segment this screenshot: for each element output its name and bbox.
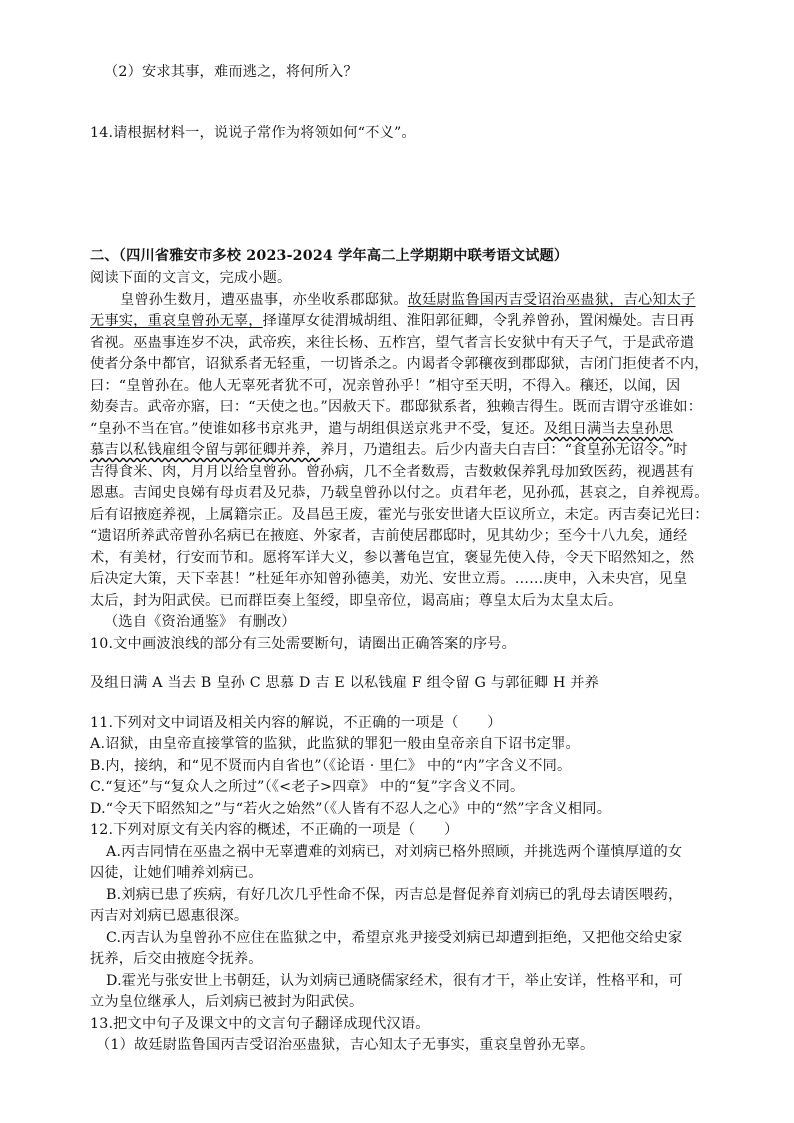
question-12-option-d: D.霍光与张安世上书朝廷，认为刘病已通晓儒家经术，很有才干，举止安详，性格平和，可: [106, 973, 683, 989]
passage-text: 皇曾孙生数月，遭巫蛊事，亦坐收系郡邸狱。: [120, 292, 408, 308]
passage-line: 使者分条中都官，诏狱系者无轻重，一切皆杀之。内谒者令郭穰夜到郡邸狱，吉闭门拒使者不内，: [90, 356, 709, 372]
wavy-underlined-text: 慕吉以私钱雇组令留与郭征卿并养，: [90, 442, 321, 458]
passage-line: 劾奏吉。武帝亦寤，曰：“天使之也。”因赦天下。郡邸狱系者，独赖吉得生。既而吉谓守丞谁如：: [90, 399, 703, 415]
passage-line: 太后，封为阳武侯。已而群臣奏上玺绶，即皇帝位，谒高庙；尊皇太后为太皇太后。: [90, 593, 623, 609]
question-10-options: 及组日满 A 当去 B 皇孙 C 思慕 D 吉 E 以私钱雇 F 组令留 G 与郭征卿 H 并养: [90, 675, 600, 691]
passage-line: “遗诏所养武帝曾孙名病已在掖庭、外家者，吉前使居郡邸时，见其幼少；至今十八九矣，通经: [90, 528, 688, 544]
question-11-option-b: B.内，接纳，和“见不贤而内自省也”（《论语 · 里仁》 中的“内”字含义不同。: [90, 758, 572, 774]
passage-line: 术，有美材，行安而节和。愿将军详大义，参以蓍龟岂宜，褒显先使入侍，令天下昭然知之，然: [90, 550, 695, 566]
question-12-option-d-cont: 立为皇位继承人，后刘病已被封为阳武侯。: [90, 994, 364, 1010]
passage-line: 曰：“皇曾孙在。他人无辜死者犹不可，况亲曾孙乎！”相守至天明，不得入。穰还，以闻，因: [90, 378, 681, 394]
passage-line: 省视。巫蛊事连岁不决，武帝疾，来往长杨、五柞宫，望气者言长安狱中有天子气，于是武帝遣: [90, 335, 695, 351]
passage-line: 恩惠。吉闻史良娣有母贞君及兄恭，乃载皇曾孙以付之。贞君年老，见孙孤，甚哀之，自养视焉。: [90, 485, 709, 501]
passage-line: [90, 311, 694, 331]
passage-line: [90, 440, 688, 460]
passage-line: [90, 419, 673, 439]
question-13-part-2: （2）安求其事，难而逃之，将何所入？: [104, 64, 358, 80]
question-12-option-a: A.丙吉同情在巫蛊之祸中无辜遭难的刘病已，对刘病已格外照顾，并挑选两个谨慎厚道的女: [106, 844, 683, 860]
question-12-option-b: B.刘病已患了疾病，有好几次几乎性命不保，丙吉总是督促养育刘病已的乳母去请医喂药，: [106, 887, 683, 903]
passage-text: 养月，乃遣组去。后少内啬夫白吉曰：“食皇孙无诏令。”时: [320, 442, 688, 458]
question-14: 14.请根据材料一，说说子常作为将领如何“不义”。: [90, 125, 416, 141]
question-11-option-d: D.“令天下昭然知之”与“若火之始然”（《人皆有不忍人之心》中的“然”字含义相同。: [90, 801, 612, 817]
passage-line: 后有诏掖庭养视，上属籍宗正。及昌邑王废，霍光与张安世诸大臣议所立，未定。丙吉奏记光曰：: [90, 507, 709, 523]
question-12-option-c-cont: 抚养，后交由掖庭令抚养。: [90, 951, 263, 967]
question-13-part-1: （1）故廷尉监鲁国丙吉受诏治巫蛊狱，吉心知太子无事实，重哀皇曾孙无辜。: [96, 1037, 595, 1053]
question-12-option-a-cont: 囚徒，让她们哺养刘病已。: [90, 865, 263, 881]
question-11-option-c: C.“复还”与“复众人之所过”（《<老子>四章》 中的“复”字含义不同。: [90, 779, 525, 795]
question-13-stem: 13.把文中句子及课文中的文言句子翻译成现代汉语。: [90, 1016, 430, 1032]
section-heading: 二、（四川省雅安市多校 2023-2024 学年高二上学期期中联考语文试题）: [90, 248, 569, 264]
question-12-option-b-cont: 丙吉对刘病已恩惠很深。: [90, 908, 249, 924]
underlined-sentence: 无事实，重哀皇曾孙无辜，: [90, 313, 263, 329]
question-11-stem: 11.下列对文中词语及相关内容的解说，不正确的一项是（ ）: [90, 715, 502, 731]
passage-line: [120, 290, 696, 310]
passage-source: （选自《资治通鉴》 有删改）: [104, 614, 296, 630]
wavy-underlined-text: 及组日满当去皇孙思: [543, 421, 674, 437]
reading-instruction: 阅读下面的文言文，完成小题。: [90, 270, 292, 286]
question-10: 10.文中画波浪线的部分有三处需要断句，请圈出正确答案的序号。: [90, 636, 517, 652]
question-11-option-a: A.诏狱，由皇帝直接掌管的监狱，此监狱的罪犯一般由皇帝亲自下诏书定罪。: [90, 736, 580, 752]
passage-line: 吉得食米、肉，月月以给皇曾孙。曾孙病，几不全者数焉，吉数敕保养乳母加致医药，视遇甚有: [90, 464, 695, 480]
underlined-sentence: 故廷尉监鲁国丙吉受诏治巫蛊狱，吉心知太子: [407, 292, 696, 308]
passage-text: “皇孙不当在官。”使谁如移书京兆尹，遣与胡组俱送京兆尹不受，复还。: [90, 421, 544, 437]
question-12-stem: 12.下列对原文有关内容的概述，不正确的一项是（ ）: [90, 822, 459, 838]
question-12-option-c: C.丙吉认为皇曾孙不应住在监狱之中，希望京兆尹接受刘病已却遭到拒绝，又把他交给史家: [106, 930, 683, 946]
passage-line: 后决定大策，天下幸甚！”杜延年亦知曾孙德美，劝光、安世立焉。……庚申，入未央宫，见皇: [90, 571, 688, 587]
passage-text: 择谨厚女徒渭城胡组、淮阳郭征卿，令乳养曾孙，置闲燥处。吉日再: [262, 313, 695, 329]
